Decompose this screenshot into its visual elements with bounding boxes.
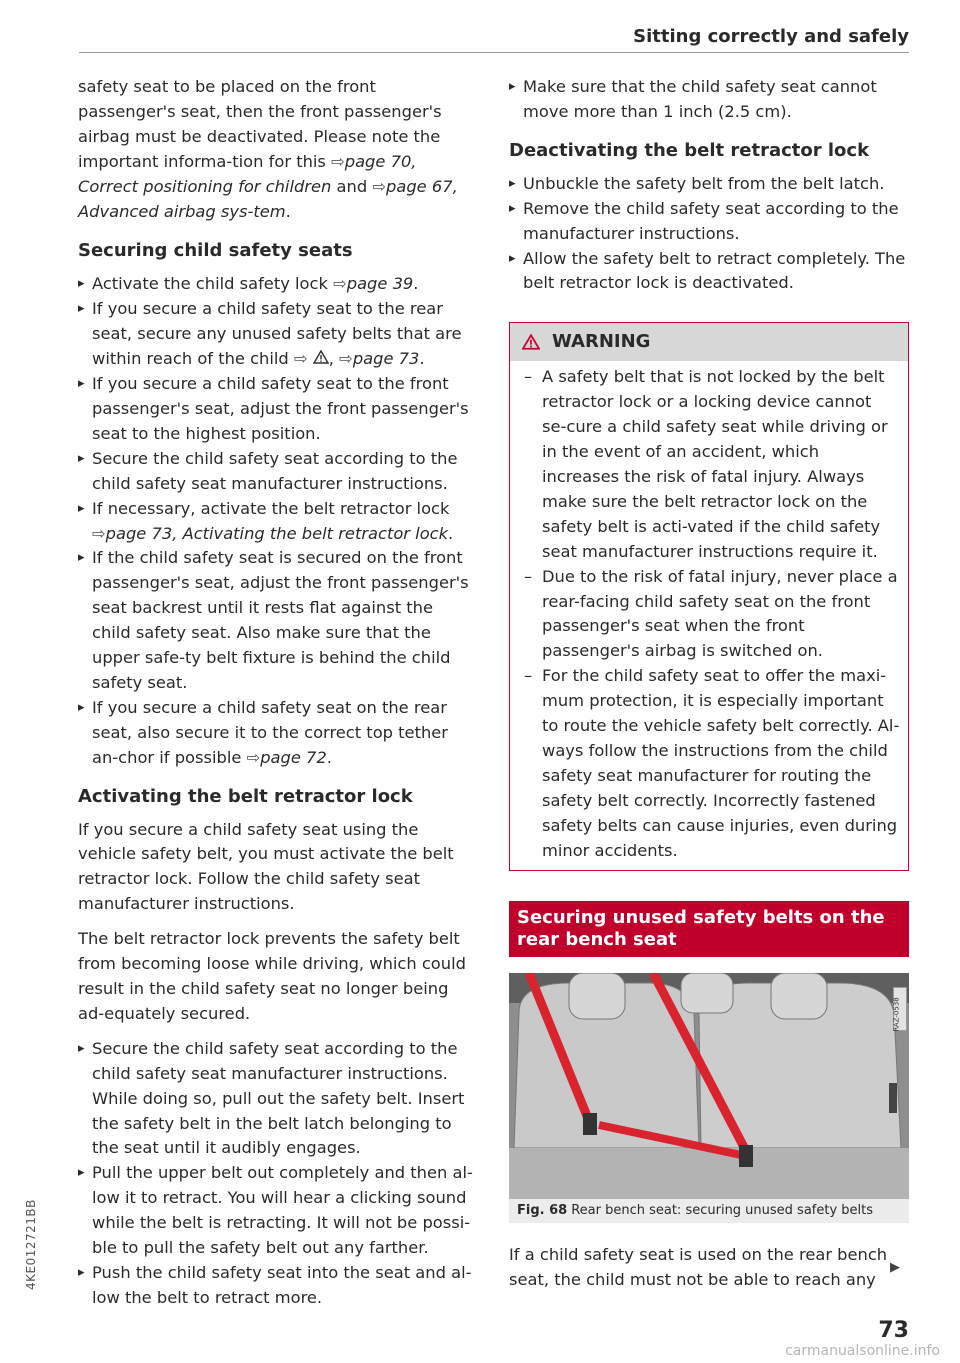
- list-item: ▸ Remove the child safety seat according to the manufacturer instructions.: [509, 197, 909, 247]
- figure-code-label: RAZ-0538: [893, 987, 907, 1031]
- list-item: ▸ Secure the child safety seat according to the child safety seat manufacturer instructions. While doing so, pull out the safety belt. Insert the safety belt in the belt latch belonging to the seat until it audibly engages.: [78, 1037, 476, 1162]
- figure-rear-bench-seat: [509, 973, 909, 1199]
- section-heading: Activating the belt retractor lock: [78, 785, 413, 807]
- watermark: carmanualsonline.info: [785, 1343, 940, 1359]
- section-heading: Securing child safety seats: [78, 240, 353, 262]
- warning-triangle-icon: [313, 350, 329, 364]
- step-text: If you secure a child safety seat on the rear seat, also secure it to the correct top tether an-chor if possible: [92, 697, 448, 767]
- list-item: ▸ If you secure a child safety seat to the front passenger's seat, adjust the front passenger's seat to the highest position.: [78, 372, 476, 447]
- warning-triangle-icon: [522, 333, 540, 351]
- xref-link[interactable]: page 70, Correct positioning for children: [78, 151, 417, 196]
- intro-paragraph: [78, 75, 476, 224]
- xref-arrow-icon: ⇨: [293, 349, 308, 369]
- intro-text-2: and: [336, 176, 368, 196]
- intro-text-1: safety seat to be placed on the front passenger's seat, then the front passenger's airbag must be deactivated. Please note the important informa-tion for this: [78, 77, 442, 171]
- step-text: If you secure a child safety seat to the rear seat, secure any unused safety belts that are within reach of the child: [92, 299, 462, 369]
- document-code: 4KE012721BB: [24, 1199, 38, 1290]
- page-number: 73: [878, 1318, 909, 1343]
- body-paragraph: If you secure a child safety seat using the vehicle safety belt, you must activate the belt retractor lock. Follow the child safety seat manufacturer instructions.: [78, 819, 454, 914]
- list-item: [78, 696, 476, 771]
- xref-arrow-icon: ⇨: [246, 747, 261, 767]
- figure-number: Fig. 68: [517, 1203, 568, 1219]
- intro-text-3: .: [285, 201, 291, 221]
- step-text: ,: [328, 349, 334, 369]
- xref-arrow-icon: ⇨: [333, 274, 347, 294]
- running-header-title: Sitting correctly and safely: [633, 26, 909, 47]
- figure-caption: [509, 1199, 909, 1223]
- warning-title: WARNING: [552, 330, 651, 352]
- list-item: ▸ Unbuckle the safety belt from the belt latch.: [509, 172, 909, 197]
- xref-arrow-icon: ⇨: [92, 523, 106, 543]
- warning-item: – A safety belt that is not locked by the belt retractor lock or a locking device cannot se-cure a child safety seat while driving or in the event of an accident, which increases the risk of fatal injury. Always make sure the belt retractor lock on the safety belt is acti-vated if the child safety seat manufacturer instructions require it.: [518, 365, 900, 564]
- list-item: ▸ If the child safety seat is secured on the front passenger's seat, adjust the front passenger's seat backrest until it rests flat against the child safety seat. Also make sure that the upper safe-ty belt fixture is behind the child safety seat.: [78, 546, 476, 695]
- left-column: [78, 75, 476, 1311]
- step-text: .: [413, 274, 419, 294]
- header-divider: [79, 52, 909, 53]
- section-heading: Deactivating the belt retractor lock: [509, 139, 870, 161]
- rear-seat-illustration: [509, 973, 909, 1199]
- xref-link[interactable]: page 73: [352, 349, 420, 369]
- step-text: If necessary, activate the belt retractor lock: [92, 498, 450, 518]
- warning-header: [510, 323, 908, 361]
- xref-link[interactable]: page 67, Advanced airbag sys-tem: [78, 176, 458, 221]
- figure-caption-text: Rear bench seat: securing unused safety belts: [571, 1203, 874, 1219]
- list-item: [78, 272, 476, 297]
- xref-link[interactable]: page 39: [346, 274, 414, 294]
- xref-link[interactable]: page 73, Activating the belt retractor lock: [105, 523, 449, 543]
- body-paragraph: If a child safety seat is used on the rear bench seat, the child must not be able to reach any: [509, 1245, 888, 1290]
- body-paragraph: The belt retractor lock prevents the safety belt from becoming loose while driving, which could result in the child safety seat no longer being ad-equately secured.: [78, 929, 466, 1023]
- step-text: .: [419, 349, 425, 369]
- list-item: [78, 497, 476, 547]
- list-item: ▸ Pull the upper belt out completely and then al-low it to retract. You will hear a clicking sound while the belt is retracting. It will not be possi-ble to pull the safety belt out any farther.: [78, 1161, 476, 1261]
- right-column: [509, 75, 909, 1293]
- continue-arrow-icon: ▶: [890, 1260, 900, 1275]
- warning-item: – Due to the risk of fatal injury, never place a rear-facing child safety seat on the front passenger's seat when the front passenger's airbag is switched on.: [518, 565, 900, 665]
- xref-arrow-icon: ⇨: [339, 349, 353, 369]
- xref-arrow-icon: ⇨: [372, 176, 387, 196]
- step-text: Activate the child safety lock: [92, 274, 328, 294]
- warning-body: [510, 361, 908, 870]
- xref-arrow-icon: ⇨: [331, 151, 345, 171]
- xref-link[interactable]: page 72: [260, 747, 327, 767]
- warning-item: – For the child safety seat to offer the maxi-mum protection, it is especially important to route the vehicle safety belt correctly. Al-ways follow the instructions from the child safety seat manufacturer for routing the safety belt correctly. Incorrectly fastened safety belts can cause injuries, even during minor accidents.: [518, 664, 900, 863]
- list-item: ▸ Make sure that the child safety seat cannot move more than 1 inch (2.5 cm).: [509, 75, 909, 125]
- section-banner: Securing unused safety belts on the rear bench seat: [509, 901, 909, 957]
- list-item: ▸ Push the child safety seat into the seat and al-low the belt to retract more.: [78, 1261, 476, 1311]
- list-item: ▸ Allow the safety belt to retract completely. The belt retractor lock is deactivated.: [509, 247, 909, 297]
- list-item: ▸ Secure the child safety seat according to the child safety seat manufacturer instructions.: [78, 447, 476, 497]
- list-item: [78, 297, 476, 372]
- step-text: .: [326, 747, 332, 767]
- step-text: .: [448, 523, 454, 543]
- warning-box: [509, 322, 909, 871]
